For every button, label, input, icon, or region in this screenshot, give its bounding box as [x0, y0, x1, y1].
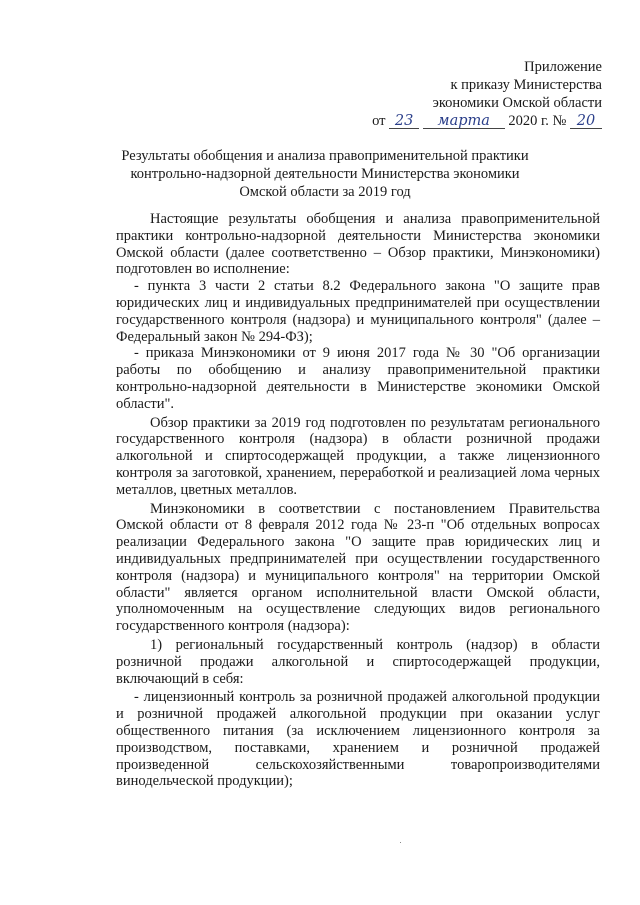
handwritten-month: марта — [423, 114, 505, 129]
paragraph-item-1: 1) региональный государственный контроль (надзор) в области розничной продажи алкогольной и спиртосодержащей продукции, включающий в себя: — [116, 636, 600, 687]
appendix-order-ref: к приказу Министерства — [450, 77, 602, 93]
handwritten-day: 23 — [389, 114, 419, 129]
document-title — [90, 147, 560, 201]
paragraph-overview: Обзор практики за 2019 год подготовлен по результатам регионального государственного контроля (надзора) в области розничной продажи алкогольной и спиртосодержащей продукции, а также лицензионного контроля за заготовкой, хранением, переработкой и реализацией лома черных металлов, цветных металлов. — [116, 414, 600, 498]
paragraph-bullet-license: - лицензионный контроль за розничной продажей алкогольной продукции и розничной продажей алкогольной продукции при оказании услуг общественного питания (за исключением лицензионного контроля за производством, поставками, хранением и розничной продажей произведенной сельскохозяйственными товаропроизводителями винодельческой продукции); — [116, 689, 600, 790]
appendix-ministry: экономики Омской области — [432, 95, 602, 111]
title-line-2: контрольно-надзорной деятельности Министерства экономики — [130, 166, 520, 182]
paragraph-bullet-order: - приказа Минэкономики от 9 июня 2017 года № 30 "Об организации работы по обобщению и анализу правоприменительной практики контрольно-надзорной деятельности в Министерстве экономики Омской области". — [116, 345, 600, 412]
document-body — [116, 211, 600, 790]
appendix-header — [372, 58, 602, 130]
appendix-date-line — [372, 112, 602, 130]
handwritten-order-number: 20 — [570, 114, 602, 129]
scan-speck — [400, 842, 401, 843]
title-line-1: Результаты обобщения и анализа правоприменительной практики — [121, 148, 529, 164]
date-year: 2020 г. № — [508, 113, 567, 129]
date-prefix: от — [372, 113, 386, 129]
paragraph-bullet-law: - пункта 3 части 2 статьи 8.2 Федерального закона "О защите прав юридических лиц и индивидуальных предпринимателей при осуществлении государственного контроля (надзора) и муниципального контроля" (далее – Федеральный закон № 294-ФЗ); — [116, 278, 600, 345]
paragraph-intro: Настоящие результаты обобщения и анализа правоприменительной практики контрольно-надзорной деятельности Министерства экономики Омской области (далее соответственно – Обзор практики, Минэкономики) подготовлен во исполнение: — [116, 211, 600, 278]
title-line-3: Омской области за 2019 год — [239, 184, 411, 200]
appendix-label: Приложение — [524, 59, 602, 75]
paragraph-authority: Минэкономики в соответствии с постановлением Правительства Омской области от 8 февраля 2012 года № 23-п "Об отдельных вопросах реализации Федерального закона "О защите прав юридических лиц и индивидуальных предпринимателей при осуществлении государственного контроля (надзора) и муниципального контроля" на территории Омской области" является органом исполнительной власти Омской области, уполномоченным на осуществление следующих видов регионального государственного контроля (надзора): — [116, 500, 600, 635]
